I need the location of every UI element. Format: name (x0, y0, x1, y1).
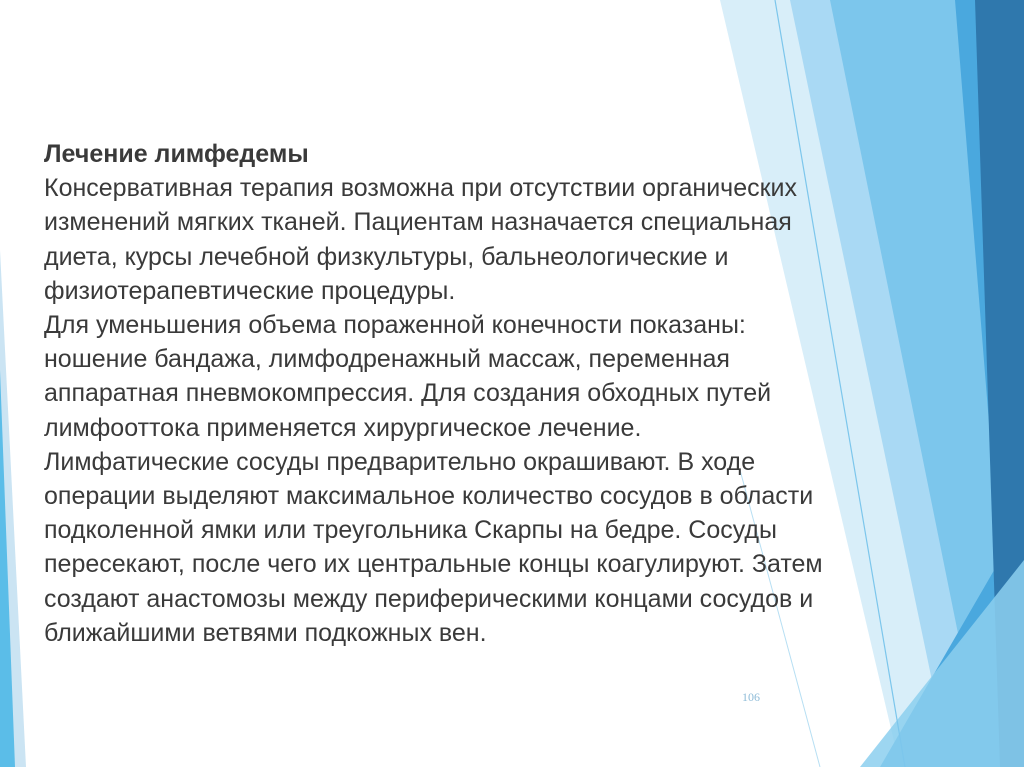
body-line: лимфооттока применяется хирургическое лечение. (44, 413, 642, 442)
slide-heading: Лечение лимфедемы (44, 140, 309, 168)
body-line: подколенной ямки или треугольника Скарпы на бедре. Сосуды (44, 516, 777, 545)
body-line: пересекают, после чего их центральные концы коагулируют. Затем (44, 550, 823, 579)
body-line: диета, курсы лечебной физкультуры, бальнеологические и (44, 242, 729, 271)
body-line: создают анастомозы между периферическими концами сосудов и (44, 584, 814, 613)
body-line: Лимфатические сосуды предварительно окрашивают. В ходе (44, 447, 756, 476)
body-line: физиотерапевтические процедуры. (44, 276, 456, 305)
body-line: Консервативная терапия возможна при отсутствии органических (44, 174, 798, 203)
body-line: изменений мягких тканей. Пациентам назначается специальная (44, 208, 792, 237)
page-number: 106 (742, 690, 760, 704)
body-line: аппаратная пневмокомпрессия. Для создания обходных путей (44, 379, 772, 408)
slide-text-block (44, 137, 994, 650)
body-line: ношение бандажа, лимфодренажный массаж, переменная (44, 345, 730, 374)
body-line: Для уменьшения объема пораженной конечности показаны: (44, 311, 746, 340)
body-line: операции выделяют максимальное количество сосудов в области (44, 482, 814, 511)
body-line: ближайшими ветвями подкожных вен. (44, 618, 487, 647)
